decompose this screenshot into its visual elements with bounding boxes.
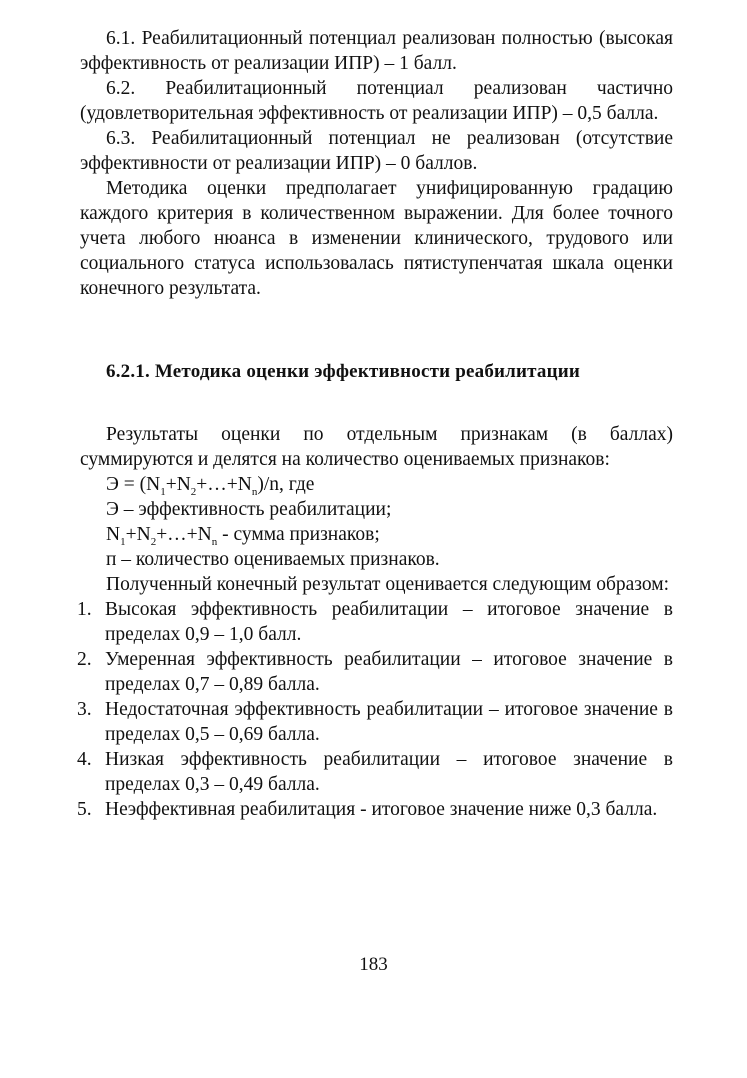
list-text: Умеренная эффективность реабилитации – итоговое значение в пределах 0,7 – 0,89 балла. bbox=[105, 649, 673, 695]
list-number: 1. bbox=[77, 599, 92, 620]
sum-part: - сумма признаков; bbox=[217, 524, 380, 545]
formula-part: +N bbox=[165, 474, 191, 495]
paragraph-6-1: 6.1. Реабилитационный потенциал реализован полностью (высокая эффективность от реализации ИПР) – 1 балл. bbox=[80, 28, 673, 74]
paragraph-6-2: 6.2. Реабилитационный потенциал реализован частично (удовлетворительная эффективность от реализации ИПР) – 0,5 балла. bbox=[80, 78, 673, 124]
sum-sub: 1 bbox=[120, 535, 126, 548]
definition-efficiency: Э – эффективность реабилитации; bbox=[106, 499, 392, 520]
formula-part: +…+N bbox=[196, 474, 252, 495]
list-item bbox=[77, 747, 673, 797]
list-text: Низкая эффективность реабилитации – итоговое значение в пределах 0,3 – 0,49 балла. bbox=[105, 749, 673, 795]
paragraph-methodology: Методика оценки предполагает унифицированную градацию каждого критерия в количественном выражении. Для более точного учета любого нюанса в изменении клинического, трудового или социального статуса использовалась пятиступенчатая шкала оценки конечного результата. bbox=[80, 178, 673, 299]
formula-line bbox=[80, 472, 673, 497]
result-intro: Полученный конечный результат оценивается следующим образом: bbox=[106, 574, 670, 595]
list-item bbox=[77, 697, 673, 747]
page-number: 183 bbox=[359, 954, 388, 975]
list-text: Неэффективная реабилитация - итоговое значение ниже 0,3 балла. bbox=[105, 799, 658, 820]
formula-sub: 1 bbox=[160, 485, 166, 498]
intro-paragraph: Результаты оценки по отдельным признакам (в баллах) суммируются и делятся на количество оцениваемых признаков: bbox=[80, 424, 673, 470]
sum-part: +N bbox=[125, 524, 151, 545]
list-number: 5. bbox=[77, 799, 92, 820]
paragraph-6-3: 6.3. Реабилитационный потенциал не реализован (отсутствие эффективности от реализации ИПР) – 0 баллов. bbox=[80, 128, 673, 174]
list-number: 3. bbox=[77, 699, 92, 720]
formula-part: )/n, где bbox=[257, 474, 315, 495]
section-heading: 6.2.1. Методика оценки эффективности реабилитации bbox=[106, 361, 581, 382]
list-number: 4. bbox=[77, 749, 92, 770]
list-text: Недостаточная эффективность реабилитации – итоговое значение в пределах 0,5 – 0,69 балла. bbox=[105, 699, 673, 745]
sum-part: N bbox=[106, 524, 121, 545]
list-item bbox=[77, 647, 673, 697]
definition-sum bbox=[80, 522, 673, 547]
definition-count: п – количество оцениваемых признаков. bbox=[106, 549, 440, 570]
list-item bbox=[77, 797, 673, 822]
sum-sub: n bbox=[211, 535, 218, 548]
list-number: 2. bbox=[77, 649, 92, 670]
result-list bbox=[77, 597, 673, 822]
page-body bbox=[77, 26, 673, 822]
sum-part: +…+N bbox=[156, 524, 212, 545]
formula-part: Э = (N bbox=[106, 474, 161, 495]
sum-sub: 2 bbox=[150, 535, 157, 548]
formula-sub: n bbox=[251, 485, 258, 498]
formula-sub: 2 bbox=[190, 485, 197, 498]
list-item bbox=[77, 597, 673, 647]
list-text: Высокая эффективность реабилитации – итоговое значение в пределах 0,9 – 1,0 балл. bbox=[105, 599, 673, 645]
